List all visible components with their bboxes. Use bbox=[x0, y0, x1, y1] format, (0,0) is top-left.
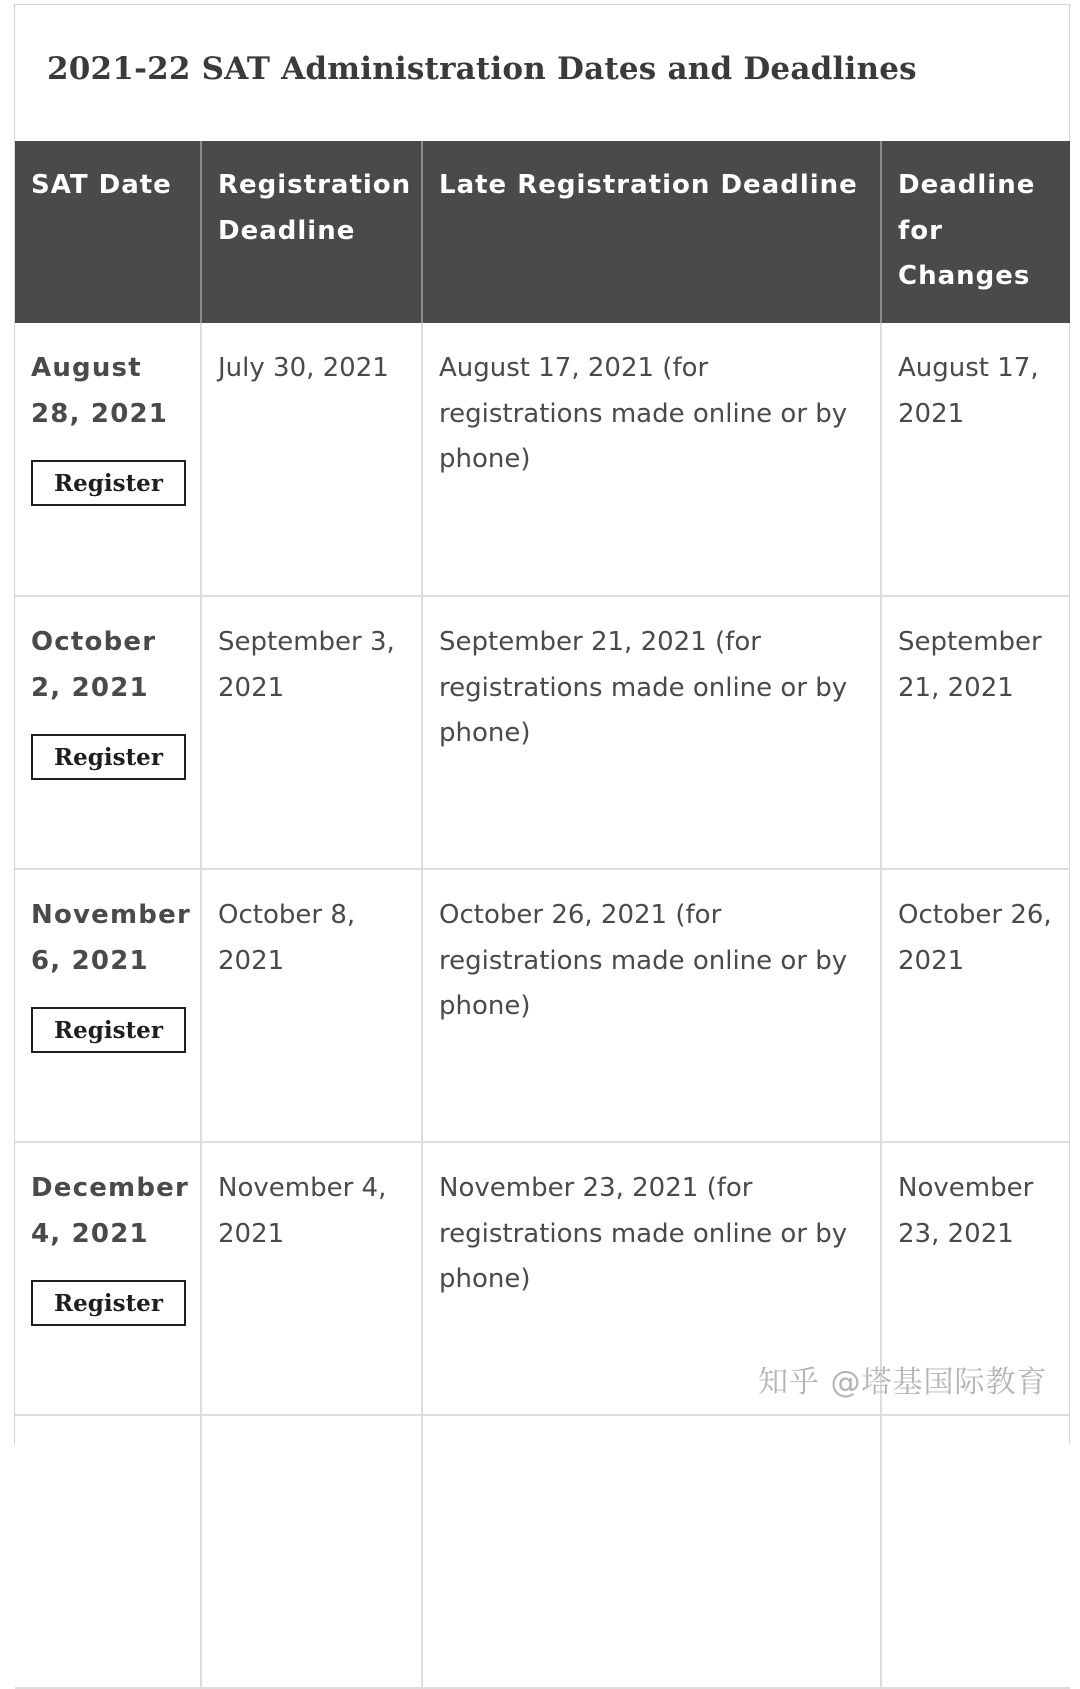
partial-cell bbox=[15, 1415, 201, 1688]
sat-date-cell bbox=[15, 1142, 201, 1415]
sat-date-cell bbox=[15, 869, 201, 1142]
deadline-for-changes-cell: September 21, 2021 bbox=[881, 596, 1070, 869]
header-sat-date: SAT Date bbox=[15, 141, 201, 323]
late-registration-deadline-cell: October 26, 2021 (for registrations made online or by phone) bbox=[422, 869, 881, 1142]
late-registration-deadline-cell: September 21, 2021 (for registrations made online or by phone) bbox=[422, 596, 881, 869]
late-registration-deadline-cell: November 23, 2021 (for registrations made online or by phone) bbox=[422, 1142, 881, 1415]
register-button[interactable]: Register bbox=[31, 1280, 186, 1326]
header-deadline-for-changes: Deadline for Changes bbox=[881, 141, 1070, 323]
register-button[interactable]: Register bbox=[31, 460, 186, 506]
table-row bbox=[15, 323, 1070, 596]
sat-date: August 28, 2021 bbox=[31, 353, 169, 429]
table-header-row bbox=[15, 141, 1070, 323]
header-late-registration-deadline: Late Registration Deadline bbox=[422, 141, 881, 323]
register-button[interactable]: Register bbox=[31, 734, 186, 780]
watermark-text: 知乎 @塔基国际教育 bbox=[758, 1365, 1048, 1400]
partial-cell bbox=[422, 1415, 881, 1688]
late-registration-deadline-cell: August 17, 2021 (for registrations made online or by phone) bbox=[422, 323, 881, 596]
table-row bbox=[15, 869, 1070, 1142]
register-button[interactable]: Register bbox=[31, 1007, 186, 1053]
sat-date-cell bbox=[15, 596, 201, 869]
sat-date: October 2, 2021 bbox=[31, 627, 157, 703]
deadline-for-changes-cell: November 23, 2021 bbox=[881, 1142, 1070, 1415]
table-row bbox=[15, 596, 1070, 869]
page-title: 2021-22 SAT Administration Dates and Deadlines bbox=[47, 51, 917, 87]
table-row-partial bbox=[15, 1415, 1070, 1688]
sat-date: December 4, 2021 bbox=[31, 1173, 190, 1249]
partial-cell bbox=[201, 1415, 422, 1688]
deadline-for-changes-cell: October 26, 2021 bbox=[881, 869, 1070, 1142]
sat-dates-table bbox=[15, 141, 1070, 1689]
content-panel bbox=[14, 4, 1070, 1444]
registration-deadline-cell: July 30, 2021 bbox=[201, 323, 422, 596]
deadline-for-changes-cell: August 17, 2021 bbox=[881, 323, 1070, 596]
registration-deadline-cell: September 3, 2021 bbox=[201, 596, 422, 869]
header-registration-deadline: Registration Deadline bbox=[201, 141, 422, 323]
partial-cell bbox=[881, 1415, 1070, 1688]
registration-deadline-cell: November 4, 2021 bbox=[201, 1142, 422, 1415]
sat-date-cell bbox=[15, 323, 201, 596]
registration-deadline-cell: October 8, 2021 bbox=[201, 869, 422, 1142]
sat-date: November 6, 2021 bbox=[31, 900, 191, 976]
